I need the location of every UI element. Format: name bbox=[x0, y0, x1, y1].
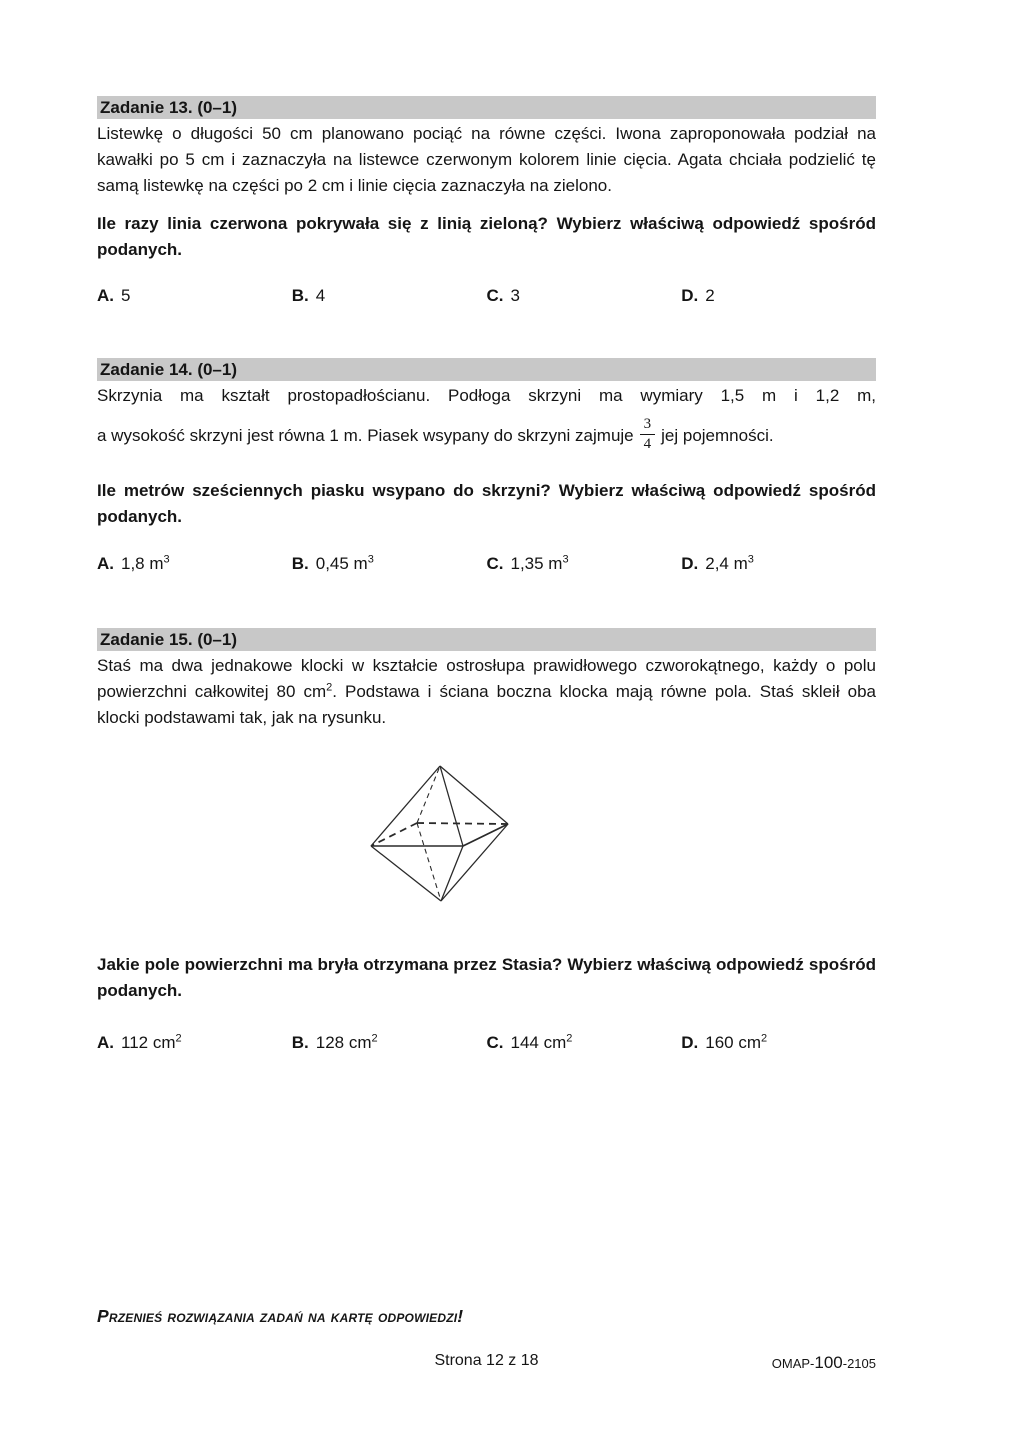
answer-unit-exponent: 3 bbox=[747, 553, 754, 566]
answer-letter: B. bbox=[291, 1033, 309, 1052]
document-code bbox=[97, 1353, 876, 1373]
task-14-body-line1: Skrzynia ma kształt prostopadłościanu. Podłoga skrzyni ma wymiary 1,5 m i 1,2 m, bbox=[97, 386, 876, 405]
transfer-answers-note: Przenieś rozwiązania zadań na kartę odpowiedzi! bbox=[97, 1306, 464, 1326]
task-15-body-post: . Podstawa i ściana boczna klocka mają równe pola. Staś skleił oba klocki podstawami tak, jak na rysunku. bbox=[97, 682, 876, 727]
answer-unit-exponent: 2 bbox=[175, 1032, 182, 1045]
answer-value: 1,35 m bbox=[510, 554, 563, 573]
answer-option-b bbox=[292, 1032, 487, 1054]
answer-unit-exponent: 2 bbox=[371, 1032, 378, 1045]
answer-value: 2,4 m bbox=[705, 554, 748, 573]
task-13-title: Zadanie 13. (0–1) bbox=[100, 98, 238, 117]
answer-letter: D. bbox=[681, 286, 699, 305]
task-15-answers bbox=[97, 1032, 876, 1054]
task-14-body-line2-post: jej pojemności. bbox=[661, 426, 774, 446]
answer-option-b bbox=[292, 553, 487, 575]
answer-letter: D. bbox=[681, 1033, 699, 1052]
task-13-header-bar bbox=[97, 96, 876, 119]
answer-unit-exponent: 2 bbox=[566, 1032, 573, 1045]
answer-letter: B. bbox=[291, 554, 309, 573]
answer-option-c bbox=[487, 553, 682, 575]
page-number: Strona 12 z 18 bbox=[434, 1352, 539, 1369]
answer-value: 1,8 m bbox=[121, 554, 164, 573]
answer-option-a bbox=[97, 1032, 292, 1054]
task-14-body bbox=[97, 383, 876, 456]
answer-value: 144 cm bbox=[510, 1033, 567, 1052]
answer-letter: A. bbox=[97, 1033, 114, 1052]
task-14-question: Ile metrów sześciennych piasku wsypano do skrzyni? Wybierz właściwą odpowiedź spośród podanych. bbox=[97, 481, 876, 526]
task-14-body-line2-pre: a wysokość skrzyni jest równa 1 m. Piasek wsypany do skrzyni zajmuje bbox=[97, 426, 634, 446]
task-14-header-bar bbox=[97, 358, 876, 381]
fraction-numerator: 3 bbox=[640, 416, 656, 435]
fraction-denominator: 4 bbox=[643, 436, 652, 453]
document-code-prefix: OMAP- bbox=[771, 1356, 815, 1371]
task-15-header-bar bbox=[97, 628, 876, 651]
answer-option-d bbox=[681, 285, 876, 307]
answer-value: 160 cm bbox=[705, 1033, 761, 1052]
answer-option-d bbox=[681, 553, 876, 575]
answer-option-a bbox=[97, 285, 292, 307]
answer-option-b bbox=[292, 285, 487, 307]
document-code-mid: 100 bbox=[814, 1353, 843, 1372]
answer-value: 3 bbox=[510, 286, 520, 305]
answer-option-c bbox=[487, 285, 682, 307]
answer-value: 112 cm bbox=[121, 1033, 176, 1052]
answer-option-c bbox=[487, 1032, 682, 1054]
task-13-question: Ile razy linia czerwona pokrywała się z linią zieloną? Wybierz właściwą odpowiedź spośród podanych. bbox=[97, 214, 876, 259]
answer-option-a bbox=[97, 553, 292, 575]
answer-letter: C. bbox=[486, 1033, 504, 1052]
task-14-answers bbox=[97, 553, 876, 575]
answer-value: 4 bbox=[315, 286, 326, 305]
answer-unit-exponent: 3 bbox=[562, 553, 569, 566]
answer-value: 2 bbox=[705, 286, 715, 305]
document-code-suffix: -2105 bbox=[842, 1356, 876, 1371]
task-13-body: Listewkę o długości 50 cm planowano pociąć na równe części. Iwona zaproponowała podział na kawałki po 5 cm i zaznaczyła na listewce czerwonym kolorem linie cięcia. Agata chciała podzielić tę samą listewkę na części po 2 cm i linie cięcia zaznaczyła na zielono. bbox=[97, 124, 876, 195]
answer-letter: C. bbox=[486, 554, 504, 573]
answer-letter: A. bbox=[97, 554, 114, 573]
task-14-body-line2 bbox=[97, 418, 876, 456]
answer-value: 0,45 m bbox=[315, 554, 368, 573]
unit-exponent: 2 bbox=[326, 681, 333, 694]
task-15-body bbox=[97, 653, 876, 731]
answer-option-d bbox=[681, 1032, 876, 1054]
answer-letter: A. bbox=[97, 286, 114, 305]
answer-value: 5 bbox=[121, 286, 131, 305]
answer-letter: D. bbox=[681, 554, 699, 573]
fraction-three-quarters bbox=[640, 416, 656, 454]
answer-unit-exponent: 3 bbox=[163, 553, 170, 566]
task-15-body-pre: Staś ma dwa jednakowe klocki w kształcie ostrosłupa prawidłowego czworokątnego, każdy o polu powierzchni całkowitej 80 cm bbox=[97, 656, 876, 701]
octahedron-figure bbox=[356, 752, 518, 910]
answer-letter: C. bbox=[486, 286, 504, 305]
answer-unit-exponent: 2 bbox=[761, 1032, 768, 1045]
answer-value: 128 cm bbox=[315, 1033, 372, 1052]
task-15-question: Jakie pole powierzchni ma bryła otrzymana przez Stasia? Wybierz właściwą odpowiedź spośród podanych. bbox=[97, 955, 876, 1000]
task-14-title: Zadanie 14. (0–1) bbox=[100, 360, 238, 379]
task-15-title: Zadanie 15. (0–1) bbox=[100, 630, 238, 649]
task-13-answers bbox=[97, 285, 876, 307]
answer-unit-exponent: 3 bbox=[367, 553, 374, 566]
answer-letter: B. bbox=[291, 286, 309, 305]
